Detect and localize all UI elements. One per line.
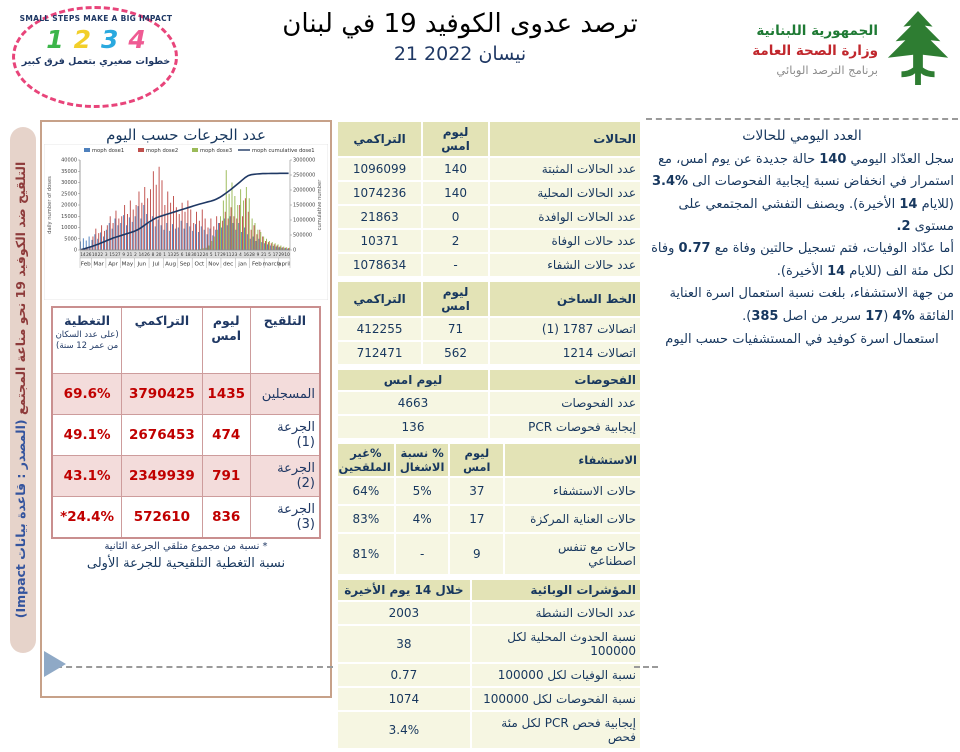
row-label: إيجابية فحوصات PCR: [489, 415, 641, 439]
svg-text:3000000: 3000000: [293, 157, 316, 164]
table-row: [337, 711, 641, 749]
svg-text:23: 23: [231, 251, 238, 257]
svg-text:9: 9: [122, 251, 126, 257]
svg-text:jan: jan: [238, 261, 247, 268]
indicators-table: [336, 578, 642, 750]
svg-text:20000: 20000: [61, 202, 77, 209]
row-value: 140: [422, 181, 489, 205]
svg-text:3: 3: [104, 251, 108, 257]
campaign-number: 1: [46, 25, 64, 54]
row-value: 2676453: [122, 415, 202, 456]
row-value: 1074236: [337, 181, 422, 205]
table-row: [337, 687, 641, 711]
indicators-table-wrap: [336, 578, 642, 750]
row-value: 38: [337, 625, 471, 663]
svg-text:17: 17: [214, 251, 220, 257]
table-row: [337, 415, 641, 439]
vaccination-section-ribbon-text: [13, 115, 33, 665]
campaign-slogan-en: SMALL STEPS MAKE A BIG IMPACT: [19, 14, 173, 23]
column-header: التغطية (على عدد السكان من عمر 12 سنة): [52, 307, 122, 374]
row-value: 0: [422, 205, 489, 229]
column-header: ليوم امس: [337, 369, 489, 391]
row-value: -: [395, 533, 450, 575]
cases-table-wrap: [336, 120, 642, 278]
summary-line: أما عدّاد الوفيات، فتم تسجيل حالتين وفاة مع 0.77 وفاة لكل مئة الف (للايام 14 الأخيرة).: [651, 241, 954, 279]
svg-text:29: 29: [220, 251, 226, 257]
column-header: ليوم امس: [422, 281, 489, 317]
table-row: [337, 253, 641, 277]
table-row: [52, 456, 320, 497]
svg-text:10: 10: [91, 251, 98, 257]
svg-text:25: 25: [173, 251, 179, 257]
row-value: 49.1%: [52, 415, 122, 456]
svg-text:5000: 5000: [64, 236, 77, 243]
table-row: [337, 533, 641, 575]
svg-text:cumulative number: cumulative number: [317, 179, 323, 231]
hotline-table-wrap: [336, 280, 642, 366]
row-value: 140: [422, 157, 489, 181]
ribbon-text-main: التلقيح ضد الكوفيد 19 نحو مناعة المجتمع: [13, 161, 28, 420]
column-header: %غير الملقحين: [337, 443, 395, 477]
table-row: [52, 415, 320, 456]
svg-text:May: May: [121, 261, 134, 268]
row-value: 24.4%*: [52, 497, 122, 539]
column-header: الاستشفاء: [504, 443, 641, 477]
svg-text:24: 24: [202, 251, 209, 257]
svg-text:9: 9: [256, 251, 260, 257]
table-header-row: [337, 443, 641, 477]
column-header: % نسبة الاشغال: [395, 443, 450, 477]
row-label: الجرعة (1): [250, 415, 320, 456]
svg-text:28: 28: [249, 251, 255, 257]
row-value: 4663: [337, 391, 489, 415]
row-value: 71: [422, 317, 489, 341]
svg-text:40000: 40000: [61, 157, 77, 164]
table-row: [337, 625, 641, 663]
svg-text:5: 5: [209, 251, 213, 257]
campaign-logo: [8, 4, 186, 114]
row-label: اتصالات 1214: [489, 341, 641, 365]
svg-text:april: april: [278, 261, 291, 268]
table-header-row: [337, 579, 641, 601]
svg-text:moph dose1: moph dose1: [92, 148, 125, 155]
column-header: التراكمي: [337, 281, 422, 317]
campaign-number: 3: [101, 25, 119, 54]
row-label: حالات العناية المركزة: [504, 505, 641, 533]
column-header: ليوم امس: [202, 307, 250, 374]
svg-text:30000: 30000: [61, 180, 77, 187]
svg-text:daily number of doses: daily number of doses: [47, 176, 53, 234]
page-title: ترصد عدوى الكوفيد 19 في لبنان: [282, 9, 638, 39]
table-row: [337, 181, 641, 205]
ribbon-text-source: (المصدر : قاعدة بيانات Impact): [13, 419, 28, 619]
table-row: [337, 391, 641, 415]
table-row: [337, 477, 641, 505]
row-value: 572610: [122, 497, 202, 539]
beds-chart-title: استعمال اسرة كوفيد في المستشفيات حسب اليوم: [665, 331, 939, 347]
svg-text:Feb: Feb: [251, 261, 262, 268]
moph-line2: وزارة الصحة العامة: [752, 43, 878, 60]
tests-table: [336, 368, 642, 440]
row-value: 712471: [337, 341, 422, 365]
moph-logo: [726, 8, 954, 92]
row-value: 2349939: [122, 456, 202, 497]
hospital-table: [336, 442, 642, 576]
row-value: 43.1%: [52, 456, 122, 497]
table-header-row: [52, 307, 320, 374]
column-header: المؤشرات الوبائية: [471, 579, 641, 601]
vaccination-panel: [40, 120, 332, 698]
svg-text:15: 15: [109, 251, 115, 257]
vaccination-table-footnote: * نسبة من مجموع متلقي الجرعة الثانية: [104, 541, 268, 552]
svg-text:Apr: Apr: [108, 261, 118, 268]
svg-text:10: 10: [284, 251, 290, 257]
svg-text:35000: 35000: [61, 168, 77, 175]
table-row: [52, 497, 320, 539]
svg-text:20: 20: [156, 251, 162, 257]
svg-text:Jul: Jul: [152, 261, 160, 268]
svg-text:Jun: Jun: [137, 261, 147, 268]
row-value: 4%: [395, 505, 450, 533]
donut-chart-title: نسبة التغطية التلقيحية للجرعة الأولى: [86, 556, 286, 571]
cases-table: [336, 120, 642, 278]
table-row: [337, 317, 641, 341]
row-value: 791: [202, 456, 250, 497]
column-header: الحالات: [489, 121, 641, 157]
campaign-number: 2: [73, 25, 91, 54]
row-value: 3.4%: [337, 711, 471, 749]
row-label: الجرعة (3): [250, 497, 320, 539]
row-value: 1096099: [337, 157, 422, 181]
row-value: 1078634: [337, 253, 422, 277]
svg-text:dec: dec: [223, 261, 234, 268]
row-value: 2: [422, 229, 489, 253]
column-header: ليوم امس: [422, 121, 489, 157]
row-label: عدد حالات الشفاء: [489, 253, 641, 277]
svg-text:0: 0: [293, 247, 297, 254]
campaign-number: 4: [128, 25, 146, 54]
svg-text:13: 13: [167, 251, 174, 257]
svg-text:14: 14: [138, 251, 144, 257]
svg-text:moph dose2: moph dose2: [146, 148, 179, 155]
svg-text:21: 21: [126, 251, 133, 257]
table-header-row: [337, 281, 641, 317]
daily-cases-chart-title: العدد اليومي للحالات: [742, 128, 862, 144]
svg-text:10000: 10000: [61, 225, 77, 232]
row-value: 64%: [337, 477, 395, 505]
svg-text:5: 5: [268, 251, 271, 257]
doses-chart-title: عدد الجرعات حسب اليوم: [106, 126, 266, 144]
column-header: ليوم امس: [449, 443, 504, 477]
row-value: 836: [202, 497, 250, 539]
svg-text:22: 22: [97, 251, 104, 257]
campaign-slogan-ar: خطوات صغيري بتعمل فرق كبير: [21, 56, 171, 67]
statistics-column: [336, 120, 642, 752]
table-row: [337, 341, 641, 365]
row-value: 17: [449, 505, 504, 533]
row-label: نسبة الفحوصات لكل 100000: [471, 687, 641, 711]
column-header: الخط الساخن: [489, 281, 641, 317]
table-row: [337, 505, 641, 533]
table-row: [337, 229, 641, 253]
table-row: [52, 374, 320, 415]
table-row: [337, 663, 641, 687]
table-row: [337, 601, 641, 625]
svg-text:29: 29: [278, 251, 284, 257]
daily-trends-column: [646, 118, 958, 347]
svg-text:15000: 15000: [61, 213, 77, 220]
svg-text:Aug: Aug: [165, 261, 177, 268]
summary-line: سجل العدّاد اليومي 140 حالة جديدة عن يوم امس، مع استمرار في انخفاض نسبة إيجابية الفحوصات الى %3.4 (للايام 14 الأخيرة). ويصنف التفشي المجتمعي على مستوى 2.: [651, 152, 954, 235]
svg-text:30: 30: [191, 251, 197, 257]
slide-arrow-icon: [44, 651, 66, 677]
vaccination-table: [51, 306, 321, 539]
row-value: 136: [337, 415, 489, 439]
svg-text:2000000: 2000000: [293, 187, 316, 194]
row-value: 1074: [337, 687, 471, 711]
column-header: الفحوصات: [489, 369, 641, 391]
row-label: نسبة الوفيات لكل 100000: [471, 663, 641, 687]
svg-text:moph dose3: moph dose3: [200, 148, 233, 155]
cedar-icon: [882, 8, 954, 92]
column-header: التراكمي: [122, 307, 202, 374]
svg-text:moph cumulative dose1: moph cumulative dose1: [252, 148, 315, 155]
row-label: المسجلين: [250, 374, 320, 415]
svg-text:26: 26: [86, 251, 92, 257]
tests-table-wrap: [336, 368, 642, 440]
row-label: عدد الحالات المثبتة: [489, 157, 641, 181]
svg-text:1500000: 1500000: [293, 202, 316, 209]
row-label: حالات مع تنفس اصطناعي: [504, 533, 641, 575]
row-value: 10371: [337, 229, 422, 253]
svg-text:1: 1: [163, 251, 166, 257]
campaign-numbers: [8, 25, 184, 54]
svg-text:25000: 25000: [61, 191, 77, 198]
summary-paragraph: [650, 149, 954, 328]
column-header: خلال 14 يوم الأخيرة: [337, 579, 471, 601]
row-label: اتصالات 1787 (1): [489, 317, 641, 341]
svg-text:500000: 500000: [293, 232, 313, 239]
svg-text:march: march: [262, 261, 281, 268]
row-label: عدد الحالات المحلية: [489, 181, 641, 205]
svg-text:18: 18: [185, 251, 191, 257]
svg-text:4: 4: [239, 251, 242, 257]
svg-text:17: 17: [272, 251, 279, 257]
svg-text:27: 27: [115, 251, 121, 257]
svg-text:2: 2: [134, 251, 137, 257]
row-value: -: [422, 253, 489, 277]
svg-text:Feb: Feb: [80, 261, 91, 268]
row-value: 69.6%: [52, 374, 122, 415]
svg-text:11: 11: [226, 251, 232, 257]
row-label: عدد الحالات الوافدة: [489, 205, 641, 229]
row-label: عدد الحالات النشطة: [471, 601, 641, 625]
row-value: 37: [449, 477, 504, 505]
row-value: 562: [422, 341, 489, 365]
row-value: 1435: [202, 374, 250, 415]
row-value: 3790425: [122, 374, 202, 415]
table-row: [337, 157, 641, 181]
dashed-divider-left: [46, 666, 333, 668]
svg-text:Sep: Sep: [179, 261, 191, 268]
summary-line: من جهة الاستشفاء، بلغت نسبة استعمال اسرة العناية الفائقة %4 (17 سرير من اصل 385).: [669, 286, 954, 324]
svg-text:1000000: 1000000: [293, 217, 316, 224]
row-value: 21863: [337, 205, 422, 229]
row-label: الجرعة (2): [250, 456, 320, 497]
svg-text:16: 16: [243, 251, 249, 257]
svg-text:0: 0: [73, 247, 77, 254]
column-header: التراكمي: [337, 121, 422, 157]
row-label: نسبة الحدوث المحلية لكل 100000: [471, 625, 641, 663]
row-value: 2003: [337, 601, 471, 625]
svg-text:Nov: Nov: [208, 261, 220, 268]
column-header: التلقيح: [250, 307, 320, 374]
moph-line1: الجمهورية اللبنانية: [756, 23, 878, 40]
moph-line3: برنامج الترصد الوبائي: [776, 62, 878, 77]
svg-text:21: 21: [261, 251, 267, 257]
dashed-divider-mid: [634, 666, 658, 668]
svg-text:Mar: Mar: [93, 261, 104, 268]
hospital-table-wrap: [336, 442, 642, 576]
report-date: 21 نيسان 2022: [393, 42, 527, 65]
table-header-row: [337, 121, 641, 157]
row-label: عدد الفحوصات: [489, 391, 641, 415]
row-value: 474: [202, 415, 250, 456]
row-value: 83%: [337, 505, 395, 533]
row-label: حالات الاستشفاء: [504, 477, 641, 505]
svg-text:2500000: 2500000: [293, 172, 316, 179]
svg-text:12: 12: [196, 251, 203, 257]
hotline-table: [336, 280, 642, 366]
row-value: 81%: [337, 533, 395, 575]
row-value: 9: [449, 533, 504, 575]
row-value: 412255: [337, 317, 422, 341]
vaccination-table-wrap: [51, 306, 321, 539]
svg-text:8: 8: [151, 251, 155, 257]
row-value: 5%: [395, 477, 450, 505]
row-value: 0.77: [337, 663, 471, 687]
table-row: [337, 205, 641, 229]
table-header-row: [337, 369, 641, 391]
doses-chart: [42, 144, 330, 304]
svg-text:26: 26: [144, 251, 150, 257]
title-block: [250, 8, 670, 65]
svg-text:14: 14: [80, 251, 86, 257]
svg-text:6: 6: [180, 251, 184, 257]
svg-text:Oct: Oct: [194, 261, 205, 268]
row-label: عدد حالات الوفاة: [489, 229, 641, 253]
row-label: إيجابية فحص PCR لكل مئة فحص: [471, 711, 641, 749]
